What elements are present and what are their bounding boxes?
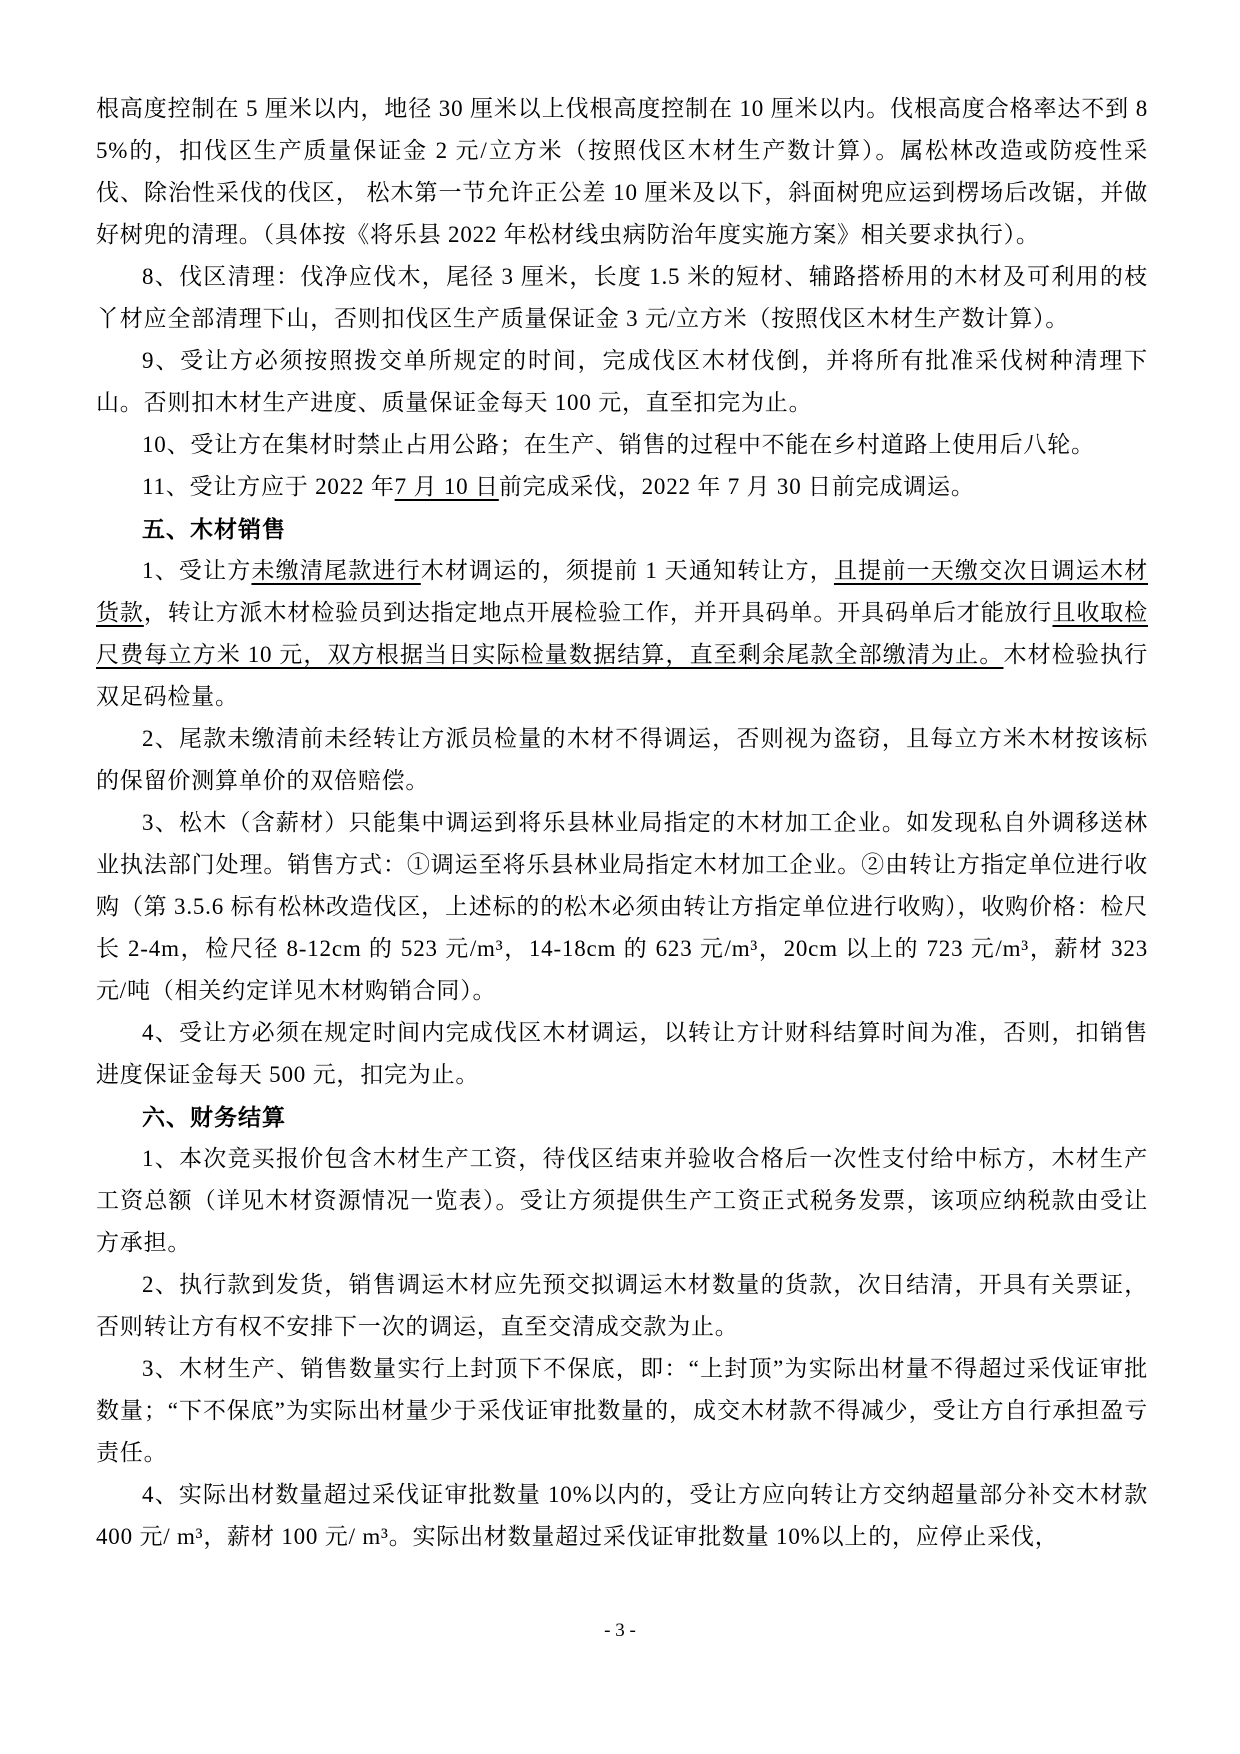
para-5-4-transport-deadline-penalty: 4、受让方必须在规定时间内完成伐区木材调运，以转让方计财科结算时间为准，否则，扣销售进度保证金每天 500 元，扣完为止。 bbox=[96, 1020, 1148, 1087]
paragraph-text: 1、受让方 bbox=[142, 558, 252, 583]
para-8-site-cleanup: 8、伐区清理：伐净应伐木，尾径 3 厘米，长度 1.5 米的短材、辅路搭桥用的木材及可利用的枝丫材应全部清理下山，否则扣伐区生产质量保证金 3 元/立方米（按照伐区木材生产数计算）。 bbox=[96, 264, 1148, 331]
heading-section-6-financial-settlement: 六、财务结算 bbox=[142, 1104, 286, 1130]
paragraph-text: ，转让方派木材检验员到达指定地点开展检验工作，并开具码单。开具码单后才能放行 bbox=[143, 600, 1053, 625]
page-number: - 3 - bbox=[604, 1620, 636, 1641]
underlined-clause: 且收取检尺费每立方米 10 元， bbox=[96, 600, 1148, 667]
underlined-date: 7 月 10 日 bbox=[394, 474, 499, 499]
underlined-clause: 双方根据当日实际检量数据结算，直至剩余尾款全部缴清为止。 bbox=[327, 642, 1004, 667]
para-stump-height-continuation: 根高度控制在 5 厘米以内，地径 30 厘米以上伐根高度控制在 10 厘米以内。伐根高度合格率达不到 85%的，扣伐区生产质量保证金 2 元/立方米（按照伐区木材生产数计算）。属松林改造或防疫性采伐、除治性采伐的伐区， 松木第一节允许正公差 10 厘米及以下，斜面树兜应运到楞场后改锯，并做好树兜的清理。（具体按《将乐县 2022 年松材线虫病防治年度实施方案》相关要求执行）。 bbox=[96, 96, 1148, 247]
para-6-1-production-wages: 1、本次竞买报价包含木材生产工资，待伐区结束并验收合格后一次性支付给中标方，木材生产工资总额（详见木材资源情况一览表）。受让方须提供生产工资正式税务发票，该项应纳税款由受让方承担。 bbox=[96, 1146, 1148, 1255]
para-5-2-uninspected-timber: 2、尾款未缴清前未经转让方派员检量的木材不得调运，否则视为盗窃，且每立方米木材按该标的保留价测算单价的双倍赔偿。 bbox=[96, 726, 1148, 793]
document-body bbox=[96, 88, 1148, 1558]
para-6-3-quantity-cap-floor: 3、木材生产、销售数量实行上封顶下不保底，即：“上封顶”为实际出材量不得超过采伐证审批数量；“下不保底”为实际出材量少于采伐证审批数量的，成交木材款不得减少，受让方自行承担盈亏责任。 bbox=[96, 1356, 1148, 1465]
paragraph-text: 木材调运的，须提前 1 天通知转让方， bbox=[420, 558, 834, 583]
paragraph-text: 11、受让方应于 2022 年 bbox=[142, 474, 395, 499]
para-10-road-use: 10、受让方在集材时禁止占用公路；在生产、销售的过程中不能在乡村道路上使用后八轮。 bbox=[142, 432, 1095, 457]
para-5-1-payment-before-transport bbox=[96, 550, 1148, 718]
heading-section-5-timber-sales: 五、木材销售 bbox=[142, 516, 286, 542]
para-6-4-over-quota-payment: 4、实际出材数量超过采伐证审批数量 10%以内的，受让方应向转让方交纳超量部分补交木材款 400 元/ m³，薪材 100 元/ m³。实际出材数量超过采伐证审批数量 10%以上的，应停止采伐， bbox=[96, 1482, 1148, 1549]
paragraph-text: 前完成采伐，2022 年 7 月 30 日前完成调运。 bbox=[498, 474, 975, 499]
page-footer bbox=[0, 1620, 1240, 1642]
underlined-clause: 且提前一天缴交次日调运木材货款 bbox=[96, 558, 1149, 625]
para-5-3-pine-sales-prices: 3、松木（含薪材）只能集中调运到将乐县林业局指定的木材加工企业。如发现私自外调移送林业执法部门处理。销售方式：①调运至将乐县林业局指定木材加工企业。②由转让方指定单位进行收购（第 3.5.6 标有松林改造伐区，上述标的的松木必须由转让方指定单位进行收购），收购价格：检尺长 2-4m，检尺径 8-12cm 的 523 元/m³，14-18cm 的 623 元/m³，20cm 以上的 723 元/m³，薪材 323 元/吨（相关约定详见木材购销合同）。 bbox=[96, 810, 1148, 1003]
underlined-clause: 未缴清尾款进行 bbox=[251, 558, 421, 583]
paragraph-text: 木材检验执行双足码检量。 bbox=[96, 642, 1148, 709]
para-11-deadlines bbox=[96, 466, 1148, 508]
para-9-felling-schedule: 9、受让方必须按照拨交单所规定的时间，完成伐区木材伐倒，并将所有批准采伐树种清理下山。否则扣木材生产进度、质量保证金每天 100 元，直至扣完为止。 bbox=[96, 348, 1148, 415]
para-6-2-payment-before-delivery: 2、执行款到发货，销售调运木材应先预交拟调运木材数量的货款，次日结清，开具有关票证，否则转让方有权不安排下一次的调运，直至交清成交款为止。 bbox=[96, 1272, 1148, 1339]
